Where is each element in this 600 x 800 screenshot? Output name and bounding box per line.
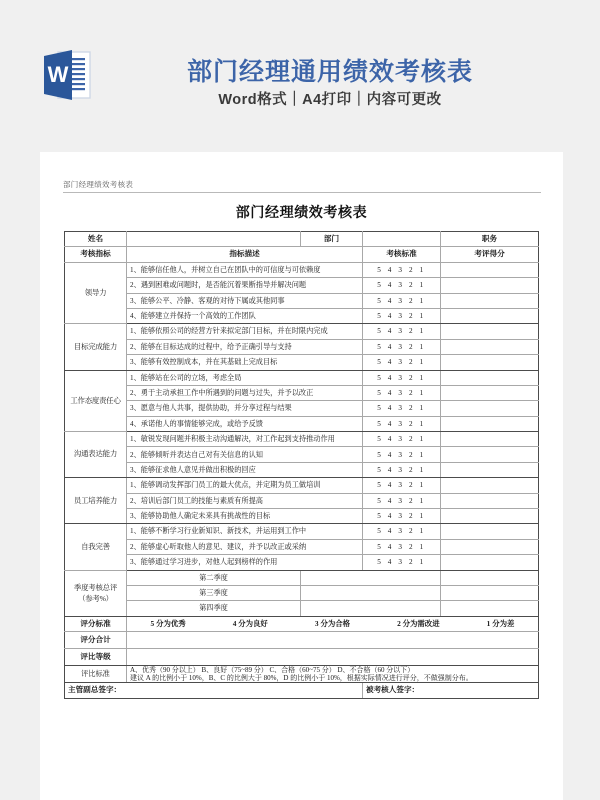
section-label: 领导力 — [65, 262, 127, 324]
table-row — [65, 355, 539, 370]
rating-scale[interactable]: 5 4 3 2 1 — [363, 385, 441, 400]
quarterly-label-line1: 季度考核总评 — [73, 583, 118, 593]
score-input[interactable] — [441, 370, 539, 385]
score-standard-row — [65, 616, 539, 631]
score-standard-label: 评分标准 — [65, 616, 127, 631]
score-input[interactable] — [441, 262, 539, 277]
score-input[interactable] — [441, 462, 539, 477]
quarter-value[interactable] — [301, 570, 441, 585]
item-description: 2、能够虚心听取他人的意见、建议，并予以改正或采纳 — [127, 539, 363, 554]
score-level: 1 分为差 — [486, 618, 515, 628]
column-header-row — [65, 247, 539, 262]
rating-scale[interactable]: 5 4 3 2 1 — [363, 555, 441, 570]
quarter-name: 第四季度 — [127, 601, 301, 616]
rating-scale[interactable]: 5 4 3 2 1 — [363, 462, 441, 477]
table-row — [65, 539, 539, 554]
criteria-line-1: A、优秀（90 分以上） B、良好（75~89 分） C、合格（60~75 分） D、不合格（60 分以下） — [130, 666, 415, 675]
rating-scale[interactable]: 5 4 3 2 1 — [363, 278, 441, 293]
dept-value[interactable] — [363, 232, 441, 247]
quarter-extra[interactable] — [441, 601, 539, 616]
item-description: 2、培训后部门员工的技能与素质有所提高 — [127, 493, 363, 508]
item-description: 2、能够在目标达成的过程中，给予正确引导与支持 — [127, 339, 363, 354]
quarterly-label — [65, 570, 127, 616]
quarterly-label-line2: （参考%） — [78, 594, 113, 604]
item-description: 1、敏锐发现问题并积极主动沟通解决，对工作起到支持推动作用 — [127, 432, 363, 447]
item-description: 2、勇于主动承担工作中所遇到的问题与过失，并予以改正 — [127, 385, 363, 400]
score-input[interactable] — [441, 447, 539, 462]
promo-banner — [0, 0, 600, 152]
score-input[interactable] — [441, 493, 539, 508]
table-row — [65, 447, 539, 462]
score-input[interactable] — [441, 478, 539, 493]
score-input[interactable] — [441, 539, 539, 554]
table-row — [65, 324, 539, 339]
score-standard-levels — [127, 616, 539, 631]
rating-scale[interactable]: 5 4 3 2 1 — [363, 262, 441, 277]
score-level: 4 分为良好 — [232, 618, 268, 628]
item-description: 1、能够依照公司的经营方针来拟定部门目标，并在时限内完成 — [127, 324, 363, 339]
appraisal-table — [64, 231, 539, 699]
table-row — [65, 308, 539, 323]
item-description: 3、能够协助他人确定未来具有挑战性的目标 — [127, 509, 363, 524]
banner-subtitle: Word格式｜A4打印｜内容可更改 — [218, 92, 442, 108]
position-label: 职务 — [481, 233, 498, 243]
quarterly-row — [65, 585, 539, 600]
rating-scale[interactable]: 5 4 3 2 1 — [363, 370, 441, 385]
item-description: 3、能够公平、冷静、客观的对待下属或其他同事 — [127, 293, 363, 308]
score-level: 3 分为合格 — [314, 618, 351, 628]
quarter-extra[interactable] — [441, 585, 539, 600]
quarter-name: 第二季度 — [127, 570, 301, 585]
table-row — [65, 278, 539, 293]
grade-label: 评比等级 — [65, 649, 127, 666]
table-row — [65, 370, 539, 385]
section-label: 工作态度责任心 — [65, 370, 127, 432]
table-row — [65, 339, 539, 354]
item-description: 3、能够通过学习进步，对他人起到榜样的作用 — [127, 555, 363, 570]
rating-scale[interactable]: 5 4 3 2 1 — [363, 355, 441, 370]
svg-text:W: W — [47, 62, 69, 87]
section-label: 员工培养能力 — [65, 478, 127, 524]
item-description: 2、遇到困难或问题时，是否能沉着果断指导并解决问题 — [127, 278, 363, 293]
item-description: 4、承诺他人的事情能够完成，或给予反馈 — [127, 416, 363, 431]
quarter-value[interactable] — [301, 585, 441, 600]
item-description: 1、能够站在公司的立场，考虑全局 — [127, 370, 363, 385]
rating-scale[interactable]: 5 4 3 2 1 — [363, 524, 441, 539]
document-page — [40, 152, 563, 800]
score-total-label: 评分合计 — [65, 632, 127, 649]
score-total-row — [65, 632, 539, 649]
rating-scale[interactable]: 5 4 3 2 1 — [363, 432, 441, 447]
section-label: 沟通表达能力 — [65, 432, 127, 478]
criteria-text — [127, 666, 539, 683]
table-row — [65, 555, 539, 570]
quarter-value[interactable] — [301, 601, 441, 616]
rating-scale[interactable]: 5 4 3 2 1 — [363, 416, 441, 431]
table-row — [65, 478, 539, 493]
rating-scale[interactable]: 5 4 3 2 1 — [363, 293, 441, 308]
col-standard: 考核标准 — [363, 247, 441, 262]
section-label: 自我完善 — [65, 524, 127, 570]
banner-title: 部门经理通用绩效考核表 — [186, 58, 473, 86]
score-total-value[interactable] — [127, 632, 539, 649]
col-description: 指标描述 — [127, 247, 363, 262]
quarterly-row — [65, 601, 539, 616]
item-description: 4、能够建立并保持一个高效的工作团队 — [127, 308, 363, 323]
manager-signature[interactable]: 主管副总签字： — [65, 683, 363, 698]
info-row — [65, 232, 539, 247]
name-value[interactable] — [127, 232, 301, 247]
item-description: 3、能够有效控制成本，并在其基础上完成目标 — [127, 355, 363, 370]
signature-row — [65, 683, 539, 698]
score-input[interactable] — [441, 355, 539, 370]
table-row — [65, 432, 539, 447]
rating-scale[interactable]: 5 4 3 2 1 — [363, 308, 441, 323]
rating-scale[interactable]: 5 4 3 2 1 — [363, 324, 441, 339]
table-row — [65, 462, 539, 477]
rating-scale[interactable]: 5 4 3 2 1 — [363, 447, 441, 462]
table-row — [65, 385, 539, 400]
item-description: 1、能够不断学习行业新知识、新技术，并运用到工作中 — [127, 524, 363, 539]
item-description: 2、能够倾听并表达自己对有关信息的认知 — [127, 447, 363, 462]
rating-scale[interactable]: 5 4 3 2 1 — [363, 401, 441, 416]
rating-scale[interactable]: 5 4 3 2 1 — [363, 478, 441, 493]
rating-scale[interactable]: 5 4 3 2 1 — [363, 493, 441, 508]
score-input[interactable] — [441, 432, 539, 447]
header-divider — [63, 192, 541, 193]
table-row — [65, 401, 539, 416]
dept-label: 部门 — [301, 232, 363, 247]
quarter-extra[interactable] — [441, 570, 539, 585]
table-row — [65, 493, 539, 508]
page-header-note: 部门经理绩效考核表 — [63, 180, 134, 189]
rating-scale[interactable]: 5 4 3 2 1 — [363, 339, 441, 354]
score-input[interactable] — [441, 293, 539, 308]
position-cell — [441, 232, 539, 247]
criteria-row — [65, 666, 539, 683]
table-row — [65, 262, 539, 277]
score-input[interactable] — [441, 324, 539, 339]
score-input[interactable] — [441, 524, 539, 539]
rating-scale[interactable]: 5 4 3 2 1 — [363, 539, 441, 554]
table-row — [65, 524, 539, 539]
rating-scale[interactable]: 5 4 3 2 1 — [363, 509, 441, 524]
table-row — [65, 293, 539, 308]
score-input[interactable] — [441, 555, 539, 570]
name-label: 姓名 — [65, 232, 127, 247]
score-input[interactable] — [441, 339, 539, 354]
score-level: 5 分为优秀 — [150, 618, 186, 628]
col-score: 考评得分 — [441, 247, 539, 262]
criteria-line-2: 建议 A 的比例小于 10%，B、C 的比例大于 80%，D 的比例小于 10%，根据实际情况进行评分，不做强制分布。 — [130, 674, 473, 683]
score-input[interactable] — [441, 416, 539, 431]
item-description: 1、能够信任他人，并树立自己在团队中的可信度与可依赖度 — [127, 262, 363, 277]
employee-signature[interactable]: 被考核人签字： — [363, 683, 539, 698]
page-title: 部门经理绩效考核表 — [235, 206, 368, 221]
col-indicator: 考核指标 — [65, 247, 127, 262]
grade-row — [65, 649, 539, 666]
score-input[interactable] — [441, 401, 539, 416]
criteria-label: 评比标准 — [65, 666, 127, 683]
item-description: 1、能够调动发挥部门员工的最大优点，并定期为员工做培训 — [127, 478, 363, 493]
table-row — [65, 509, 539, 524]
score-level: 2 分为需改进 — [397, 618, 440, 628]
word-document-icon — [38, 46, 96, 104]
score-input[interactable] — [441, 385, 539, 400]
item-description: 3、愿意与他人共事，提供协助，并分享过程与结果 — [127, 401, 363, 416]
quarterly-row — [65, 570, 539, 585]
score-input[interactable] — [441, 509, 539, 524]
item-description: 3、能够征求他人意见并做出积极的回应 — [127, 462, 363, 477]
quarter-name: 第三季度 — [127, 585, 301, 600]
table-row — [65, 416, 539, 431]
section-label: 目标完成能力 — [65, 324, 127, 370]
score-input[interactable] — [441, 308, 539, 323]
grade-value[interactable] — [127, 649, 539, 666]
score-input[interactable] — [441, 278, 539, 293]
